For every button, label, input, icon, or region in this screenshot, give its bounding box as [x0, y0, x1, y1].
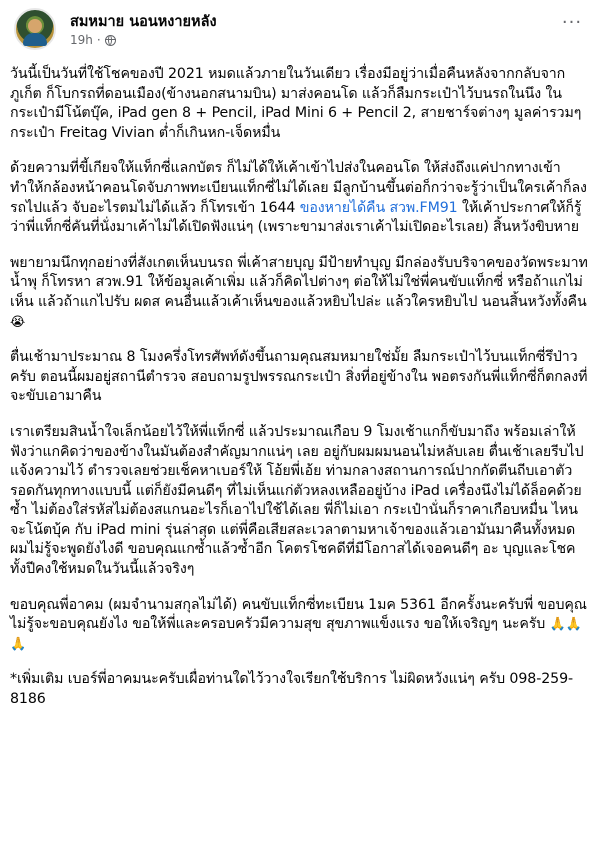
emoji: 😭 — [10, 314, 26, 330]
hashtag-link[interactable]: ของหายได้คืน สวพ.FM91 — [299, 199, 458, 216]
post-body — [10, 65, 590, 726]
author-name[interactable]: สมหมาย นอนหงายหลัง — [70, 14, 217, 30]
globe-icon[interactable] — [105, 35, 116, 46]
post-paragraph — [10, 670, 590, 709]
paragraph-text: *เพิ่มเติม เบอร์พี่อาคมนะครับเผื่อท่านใดไว้วางใจเรียกใช้บริการ ไม่ผิดหวังแน่ๆ ครับ 098-259-8186 — [10, 671, 574, 708]
paragraph-text: วันนี้เป็นวันที่ใช้โชคของปี 2021 หมดแล้วภายในวันเดียว เรื่องมีอยู่ว่าเมื่อคืนหลังจากกลับจากภูเก็ต ก็โบกรถที่ดอนเมือง(ข้างนอกสนามบิน) มาส่งคอนโด แล้วก็ลืมกระเป๋าไว้บนรถในนึง ในกระเป๋ามีโน้ตบุ๊ค, iPad gen 8 + Pencil, iPad Mini 6 + Pencil 2, สายชาร์จต่างๆ มูลค่ารวมๆ กระเป๋า Freitag Vivian ต่ำก็เกินหก-เจ็ดหมื่น — [10, 66, 582, 141]
post-time[interactable]: 19h — [70, 33, 93, 47]
paragraph-text: ด้วยความที่ขี้เกียจให้แท็กซี่แลกบัตร ก็ไม่ได้ให้เค้าเข้าไปส่งในคอนโด ให้ส่งถึงแค่ปากทางเข้า ทำให้กล้องหน้าคอนโดจับภาพทะเบียนแท็กซี่ไม่ได้เลย มีลูกบ้านขึ้นต่อก็กว่าจะรู้ว่าเป็นใครเค้าก็ลงรถไปแล้ว จับอะไรตมไม่ได้แล้ว ก็โทรเข้า 1644 — [10, 160, 587, 216]
avatar[interactable] — [14, 8, 56, 50]
post-paragraph — [10, 65, 590, 143]
paragraph-text: ให้เค้าประกาศให้ก็รู้ว่าพี่แท็กซี่คันที่นั่งมาเค้าไม่ได้เปิดฟังแน่ๆ (เพราะขามาส่งเราเค้าไม่เปิดอะไรเลย) สิ้นหวังขิบหาย — [10, 199, 582, 236]
paragraph-text: ตื่นเช้ามาประมาณ 8 โมงครึ่งโทรศัพท์ดังขึ้นถามคุณสมหมายใช่มั้ย ลืมกระเป๋าไว้บนแท็กซี่รึป่าวครับ ตอนนี้ผมอยู่สถานีตำรวจ สอบถามรูปพรรณกระเป๋า สิ่งที่อยู่ข้างใน พอตรงกันพี่แท็กซี่ก็ตกลงที่จะขับเอามาคืน — [10, 349, 588, 405]
post-paragraph — [10, 596, 590, 655]
paragraph-text: เราเตรียมสินน้ำใจเล็กน้อยไว้ให้พี่แท็กซี่ แล้วประมาณเกือบ 9 โมงเช้าแกก็ขับมาถึง พร้อมเล่าให้ฟังว่าแกคิดว่าของข้างในมันต้องสำคัญมากแน่ๆ เลย อยู่กับผมผมนอนไม่หลับเลย ตื่นเช้าเลยรีบไปแจ้งความไว้ ตำรวจเลยช่วยเช็คหาเบอร์ให้ โอ้ยพี่เอ้ย ท่ามกลางสถานการณ์ปากกัดตีนถีบเอาตัวรอดกันทุกทางแบบนี้ แต่ก็ยังมีคนดีๆ ที่ไม่เห็นแก่ตัวหลงเหลืออยู่บ้าง iPad เครื่องนึงไม่ได้ล็อคด้วยซ้ำ ไม่ต้องใส่รหัสไม่ต้องสแกนอะไรก็เอาไปใช้ได้เลย พี่ก็ไม่เอา กระเป๋านั่นก็ราคาเกือบหมื่น ไหนจะโน้ตบุ้ค กับ iPad mini รุ่นล่าสุด แต่พี่คือเสียสละเวลาตามหาเจ้าของแล้วเอามันมาคืนทั้งหมด ผมไม่รู้จะพูดยังไงดี ขอบคุณแกซ้ำแล้วซ้ำอีก โคตรโชคดีที่มีโอกาสได้เจอคนดีๆ อะ บุญและโชคทั้งปีคงใช้หมดในวันนี้แล้วจริงๆ — [10, 423, 584, 578]
post-paragraph — [10, 423, 590, 580]
more-options-icon[interactable]: ··· — [561, 11, 583, 33]
post-paragraph — [10, 159, 590, 237]
post-paragraph — [10, 254, 590, 332]
paragraph-text: พยายามนึกทุกอย่างที่สังเกตเห็นบนรถ พี่เค้าสายบุญ มีป้ายทำบุญ มีกล่องรับบริจาคของวัดพระมาทน้ำพุ ก็โทรหา สวพ.91 ให้ข้อมูลเค้าเพิ่ม แล้วก็คิดไปต่างๆ ต่อให้ไม่ใช่พี่คนขับแท็กซี่ หรือถ้าแกไม่เห็น แล้วถ้าแกไปรับ ผดส คนอื่นแล้วเค้าเห็นของแล้วหยิบไปล่ะ แล้วใครหยิบไป นอนสิ้นหวังทั้งคืน — [10, 254, 588, 310]
avatar-face — [28, 19, 42, 33]
post-meta — [70, 33, 116, 47]
emoji: 🙏🙏🙏 — [10, 617, 582, 652]
post-paragraph — [10, 348, 590, 407]
post-header — [14, 6, 586, 54]
meta-separator: · — [96, 33, 101, 47]
avatar-shirt — [23, 33, 47, 46]
paragraph-text: ขอบคุณพี่อาคม (ผมจำนามสกุลไม่ได้) คนขับแท็กซี่ทะเบียน 1มค 5361 อีกครั้งนะครับพี่ ขอบคุณไม่รู้จะขอบคุณยังไง ขอให้พี่และครอบครัวมีความสุข สุขภาพแข็งแรง ขอให้เจริญๆ นะครับ — [10, 596, 587, 633]
